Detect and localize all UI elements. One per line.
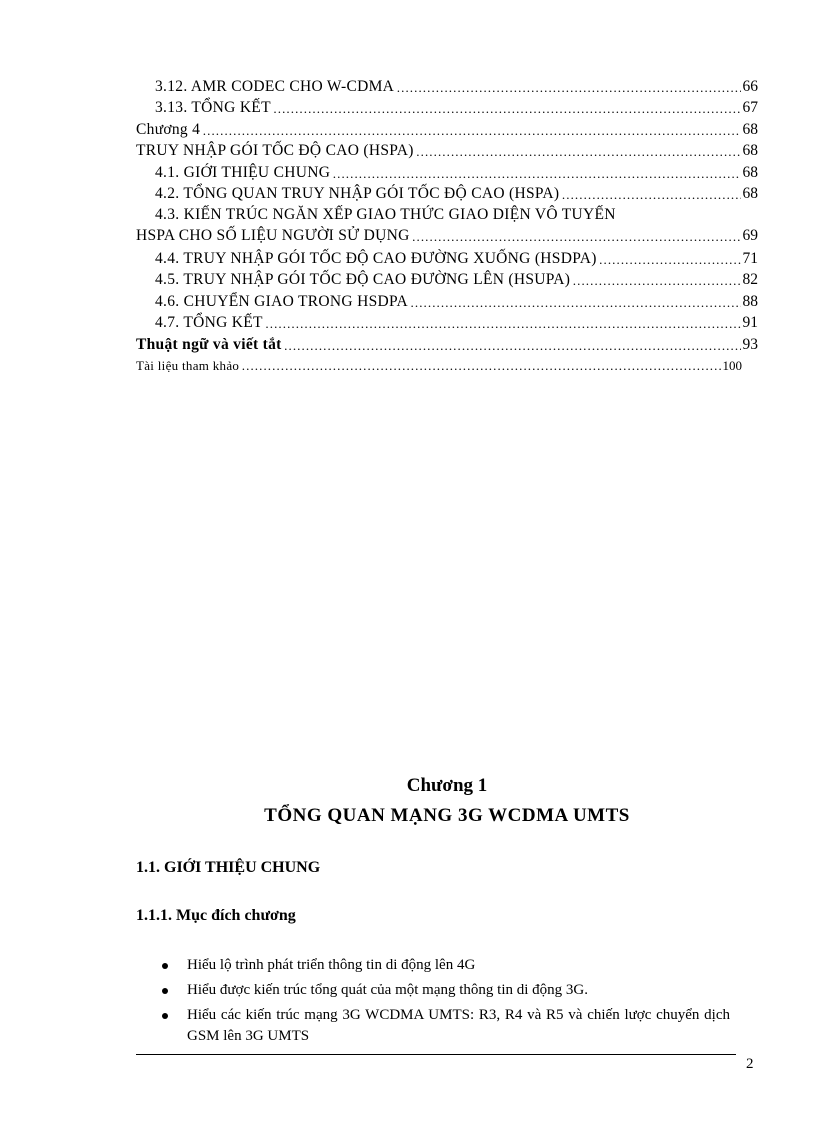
subsection-heading: 1.1.1. Mục đích chương <box>136 907 296 924</box>
toc-entry-references[interactable] <box>136 354 758 374</box>
bullet-icon <box>162 988 168 994</box>
toc-entry-label: 4.7. TỔNG KẾT <box>155 314 263 331</box>
toc-entry-label: 4.2. TỔNG QUAN TRUY NHẬP GÓI TỐC ĐỘ CAO (HSPA) <box>155 185 560 202</box>
toc-entry-page: 88 <box>742 292 758 310</box>
toc-entry-label: 4.6. CHUYỂN GIAO TRONG HSDPA <box>155 292 408 310</box>
toc-entry-page: 69 <box>742 227 758 244</box>
section-heading: 1.1. GIỚI THIỆU CHUNG <box>136 859 321 876</box>
chapter-number: Chương 1 <box>406 775 488 796</box>
toc-leader-dots <box>273 102 741 117</box>
toc-entry-chapter-4-title[interactable] <box>136 139 758 161</box>
list-item-text: Hiểu lộ trình phát triển thông tin di động lên 4G <box>187 957 476 973</box>
objectives-list <box>160 955 730 1051</box>
toc-entry-page: 82 <box>742 271 758 288</box>
toc-entry-page: 68 <box>742 120 758 138</box>
toc-entry-label: 4.5. TRUY NHẬP GÓI TỐC ĐỘ CAO ĐƯỜNG LÊN (HSUPA) <box>155 271 571 288</box>
toc-entry-page: 100 <box>722 357 742 373</box>
chapter-title: TỔNG QUAN MẠNG 3G WCDMA UMTS <box>264 805 630 826</box>
toc-leader-dots <box>241 359 720 374</box>
toc-entry-4-3[interactable] <box>136 203 758 246</box>
toc-leader-dots <box>410 296 741 311</box>
list-item-text: Hiểu các kiến trúc mạng 3G WCDMA UMTS: R3, R4 và R5 và chiến lược chuyển dịch GSM lên 3G UMTS <box>187 1007 730 1044</box>
toc-entry-page: 91 <box>742 314 758 331</box>
toc-entry-3-13[interactable] <box>136 96 758 118</box>
toc-entry-label: 4.3. KIẾN TRÚC NGĂN XẾP GIAO THỨC GIAO DIỆN VÔ TUYẾN <box>155 206 616 223</box>
toc-entry-label: 3.13. TỔNG KẾT <box>155 99 271 116</box>
table-of-contents <box>136 74 758 374</box>
toc-leader-dots <box>332 167 740 182</box>
toc-leader-dots <box>412 230 741 245</box>
toc-leader-dots <box>202 124 740 139</box>
toc-entry-4-5[interactable] <box>136 268 758 290</box>
toc-entry-label: Chương 4 <box>136 120 201 138</box>
toc-entry-3-12[interactable] <box>136 74 758 96</box>
toc-entry-label: 3.12. AMR CODEC CHO W-CDMA <box>155 77 395 95</box>
toc-entry-label: 4.1. GIỚI THIỆU CHUNG <box>155 163 331 181</box>
toc-leader-dots <box>265 317 741 332</box>
list-item <box>160 1005 730 1047</box>
toc-entry-4-4[interactable] <box>136 246 758 268</box>
list-item-text: Hiểu được kiến trúc tổng quát của một mạng thông tin di động 3G. <box>187 982 588 998</box>
footer-divider <box>136 1054 736 1055</box>
toc-entry-chapter-4[interactable] <box>136 117 758 139</box>
toc-entry-glossary[interactable] <box>136 332 758 354</box>
toc-entry-label: TRUY NHẬP GÓI TỐC ĐỘ CAO (HSPA) <box>136 142 414 159</box>
toc-entry-page: 66 <box>742 77 758 95</box>
toc-leader-dots <box>561 188 740 203</box>
toc-entry-4-6[interactable] <box>136 289 758 311</box>
bullet-icon <box>162 963 168 969</box>
toc-leader-dots <box>416 145 741 160</box>
toc-entry-label: 4.4. TRUY NHẬP GÓI TỐC ĐỘ CAO ĐƯỜNG XUỐNG (HSDPA) <box>155 249 597 267</box>
bullet-icon <box>162 1013 168 1019</box>
toc-entry-page: 93 <box>742 335 758 353</box>
toc-entry-page: 68 <box>742 185 758 202</box>
toc-entry-page: 67 <box>742 99 758 116</box>
toc-entry-4-7[interactable] <box>136 311 758 333</box>
toc-entry-label-continued: HSPA CHO SỐ LIỆU NGƯỜI SỬ DỤNG <box>136 227 410 244</box>
toc-entry-page: 71 <box>742 249 758 267</box>
toc-leader-dots <box>284 339 741 354</box>
toc-leader-dots <box>572 274 740 289</box>
toc-entry-4-2[interactable] <box>136 182 758 204</box>
toc-leader-dots <box>396 81 740 96</box>
list-item <box>160 955 730 976</box>
toc-entry-page: 68 <box>742 142 758 159</box>
toc-entry-label: Thuật ngữ và viết tắt <box>136 335 282 353</box>
toc-entry-page: 68 <box>742 163 758 181</box>
toc-entry-label: Tài liệu tham khảo <box>136 357 240 373</box>
list-item <box>160 980 730 1001</box>
toc-leader-dots <box>599 253 741 268</box>
page-number: 2 <box>746 1056 754 1072</box>
toc-entry-4-1[interactable] <box>136 160 758 182</box>
